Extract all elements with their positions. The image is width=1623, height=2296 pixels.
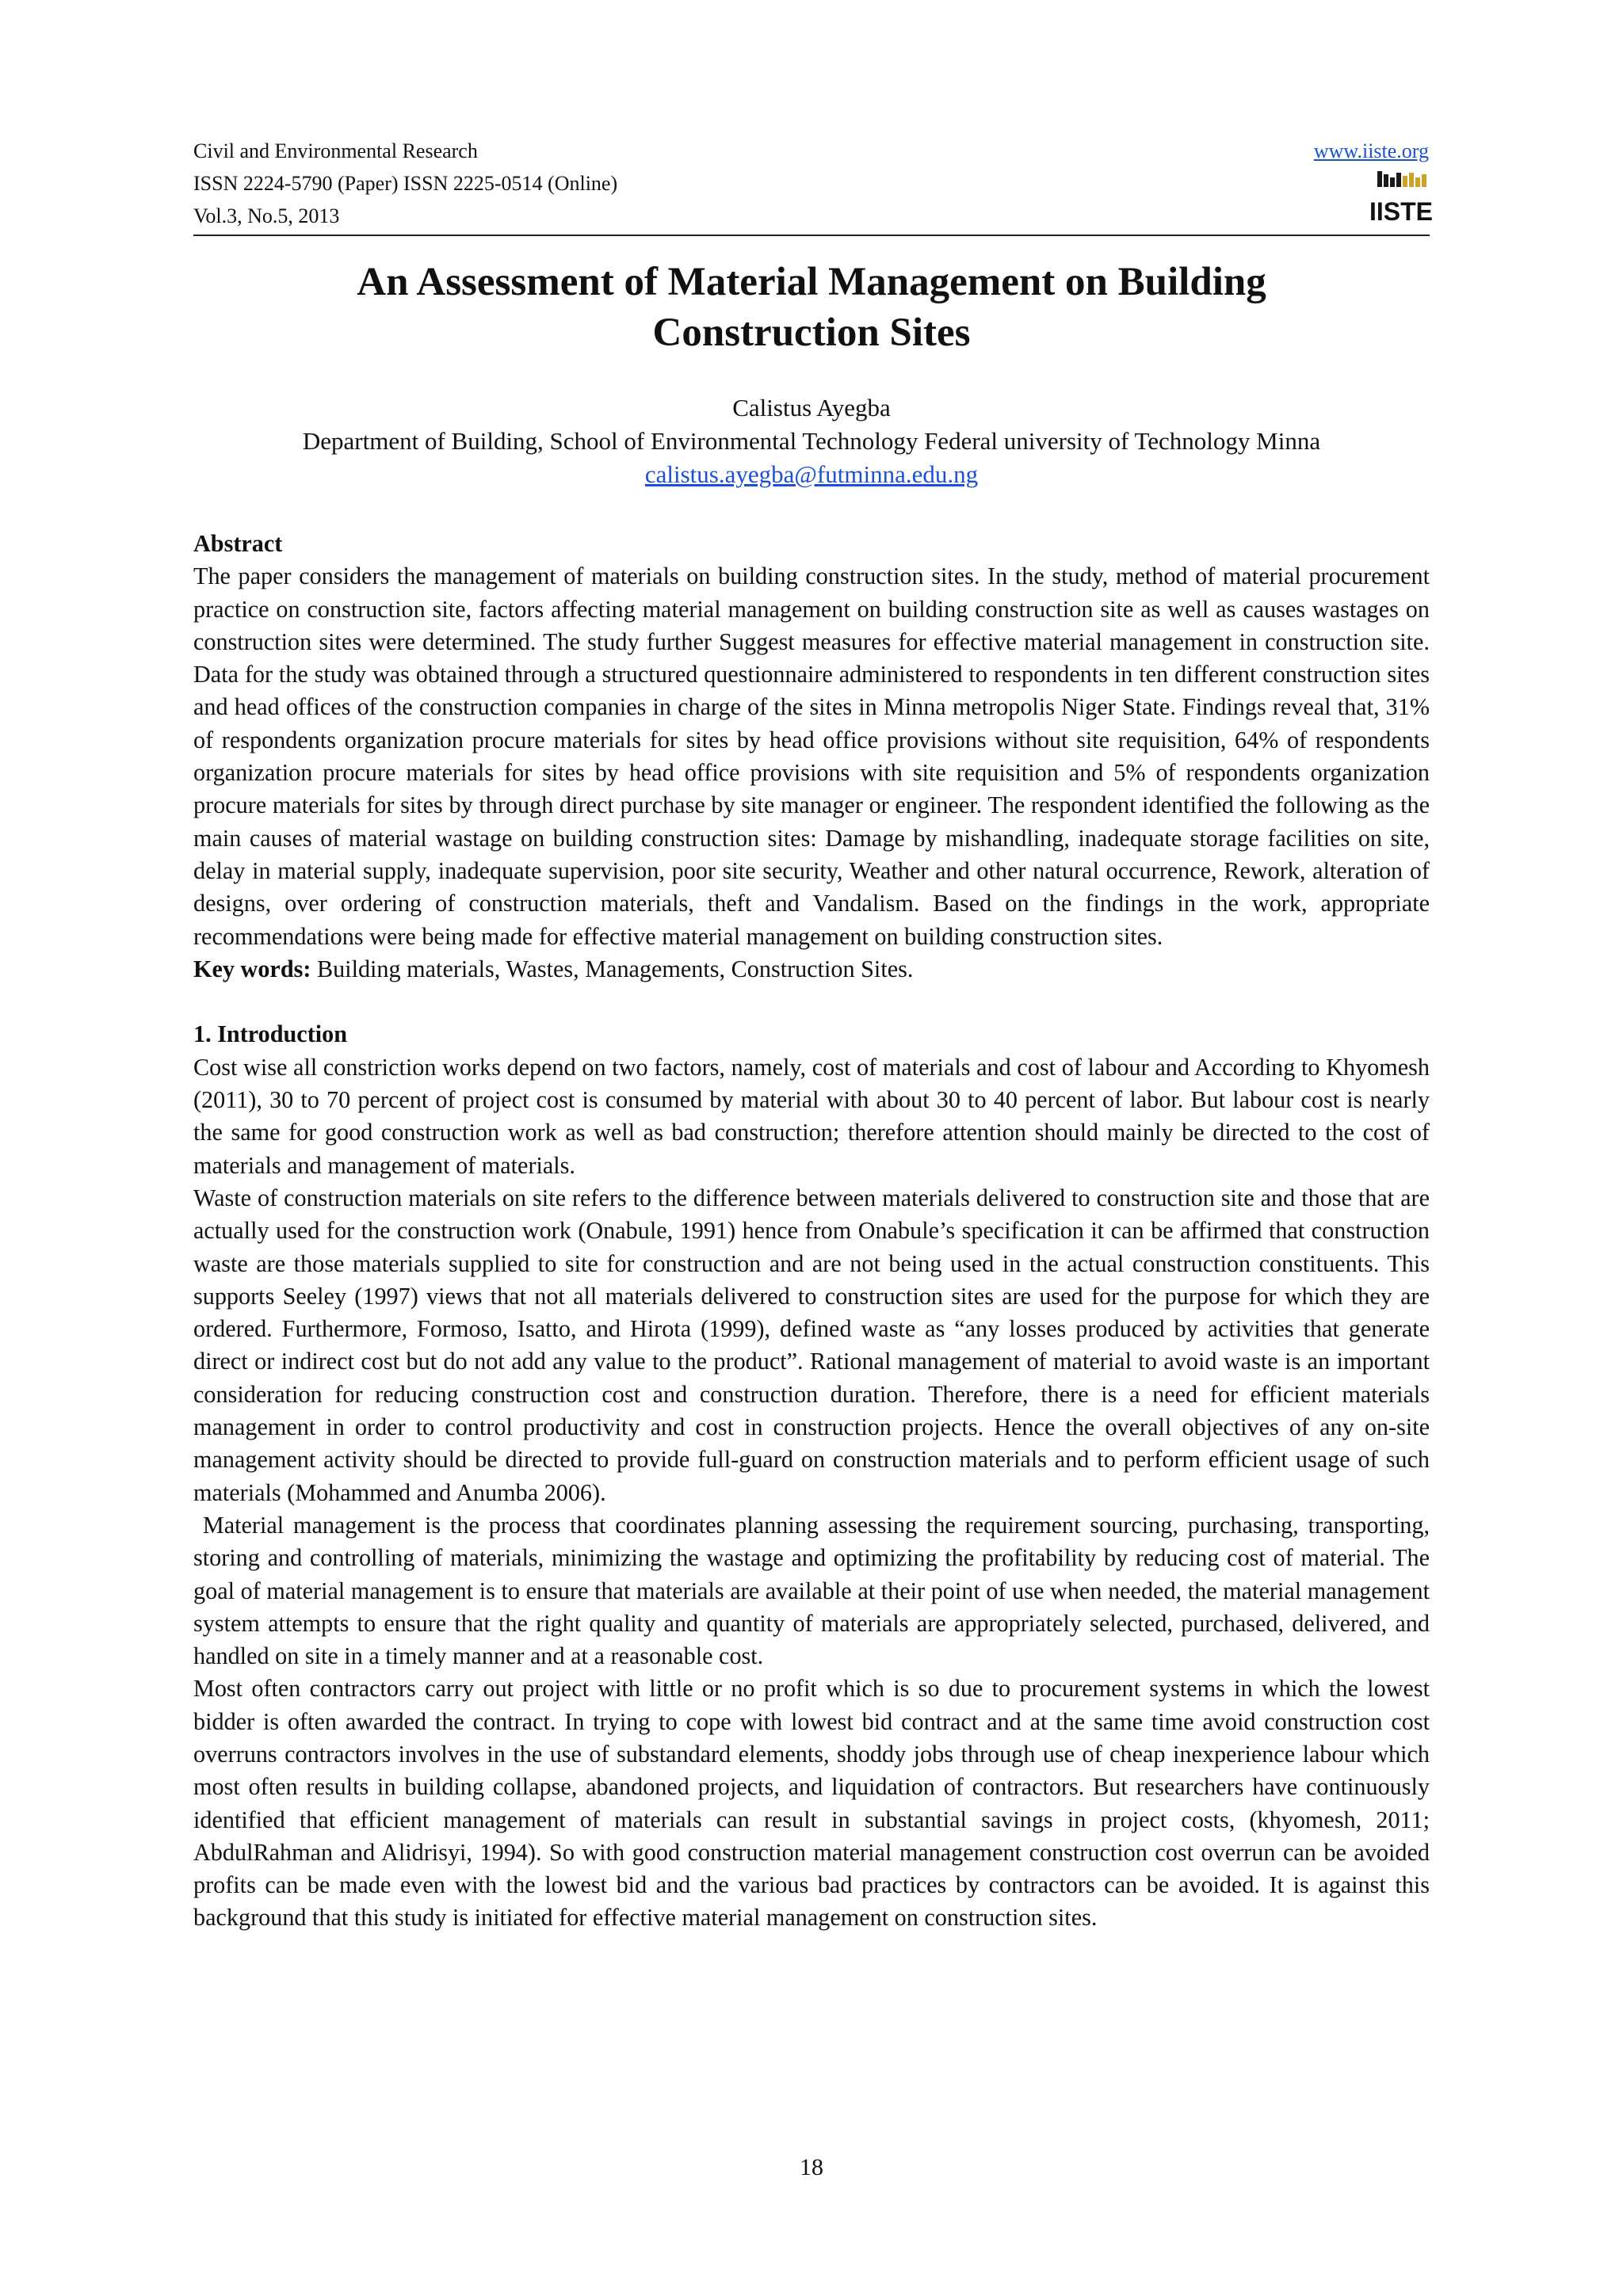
keywords-label: Key words: <box>193 955 311 982</box>
logo-text: IISTE <box>1369 197 1434 226</box>
journal-issn: ISSN 2224-5790 (Paper) ISSN 2225-0514 (Online) <box>193 172 618 195</box>
iiste-logo-icon <box>1369 170 1434 226</box>
keywords-line <box>193 953 1430 986</box>
intro-paragraph: Waste of construction materials on site refers to the difference between materials delivered to construction site and those that are actually used for the construction work (Onabule, 1991) hence from Onabule’s specification it can be affirmed that construction waste are those materials supplied to site for construction and are not being used in the actual construction constituents. This supports Seeley (1997) views that not all materials delivered to construction sites are used for the purpose for which they are ordered. Furthermore, Formoso, Isatto, and Hirota (1999), defined waste as “any losses produced by activities that generate direct or indirect cost but do not add any value to the product”. Rational management of material to avoid waste is an important consideration for reducing construction cost and construction duration. Therefore, there is a need for efficient materials management in order to control productivity and cost in construction projects. Hence the overall objectives of any on-site management activity should be directed to provide full-guard on construction materials and to perform efficient usage of such materials (Mohammed and Anumba 2006). <box>193 1184 1430 1506</box>
journal-header <box>193 135 617 232</box>
header-rule <box>193 235 1430 236</box>
intro-paragraph: Cost wise all constriction works depend on two factors, namely, cost of materials and cost of labour and According to Khyomesh (2011), 30 to 70 percent of project cost is consumed by material with about 30 to 40 percent of labor. But labour cost is nearly the same for good construction work as well as bad construction; therefore attention should mainly be directed to the cost of materials and management of materials. <box>193 1053 1430 1179</box>
intro-paragraph: Most often contractors carry out project with little or no profit which is so due to procurement systems in which the lowest bidder is often awarded the contract. In trying to cope with lowest bid contract and at the same time avoid construction cost overruns contractors involves in the use of substandard elements, shoddy jobs through use of cheap inexperience labour which most often results in building collapse, abandoned projects, and liquidation of contractors. But researchers have continuously identified that efficient management of materials can result in substantial savings in project costs, (khyomesh, 2011; AbdulRahman and Alidrisyi, 1994). So with good construction material management construction cost overrun can be avoided profits can be made even with the lowest bid and the various bad practices by contractors can be avoided. It is against this background that this study is initiated for effective material management on construction sites. <box>193 1675 1430 1932</box>
keywords-text: Building materials, Wastes, Managements, Construction Sites. <box>311 955 914 982</box>
author-affiliation: Department of Building, School of Environmental Technology Federal university of Technology Minna <box>302 427 1321 455</box>
abstract-heading: Abstract <box>193 530 283 557</box>
website-link[interactable]: www.iiste.org <box>1313 139 1429 162</box>
section-gap <box>193 986 1430 1018</box>
journal-volume: Vol.3, No.5, 2013 <box>193 204 340 227</box>
intro-paragraph: Material management is the process that coordinates planning assessing the requirement sourcing, purchasing, transporting, storing and controlling of materials, minimizing the wastage and optimizing the profitability by reducing cost of material. The goal of material management is to ensure that materials are available at their point of use when needed, the material management system attempts to ensure that the right quality and quantity of materials are appropriately selected, purchased, delivered, and handled on site in a timely manner and at a reasonable cost. <box>193 1511 1436 1670</box>
paper-body <box>193 528 1436 1935</box>
introduction-heading: 1. Introduction <box>193 1020 348 1048</box>
journal-name: Civil and Environmental Research <box>193 139 478 162</box>
title-line-2: Construction Sites <box>652 311 971 355</box>
author-name: Calistus Ayegba <box>732 394 891 421</box>
page-number: 18 <box>800 2154 823 2180</box>
author-email-link[interactable]: calistus.ayegba@futminna.edu.ng <box>644 460 979 488</box>
author-block <box>193 391 1430 491</box>
abstract-text: The paper considers the management of materials on building construction sites. In the study, method of material procurement practice on construction site, factors affecting material management on building construction site as well as causes wastages on construction sites were determined. The study further Suggest measures for effective material management in construction site. Data for the study was obtained through a structured questionnaire administered to respondents in ten different construction sites and head offices of the construction companies in charge of the sites in Minna metropolis Niger State. Findings reveal that, 31% of respondents organization procure materials for sites by head office provisions without site requisition, 64% of respondents organization procure materials for sites by head office provisions with site requisition and 5% of respondents organization procure materials for sites by through direct purchase by site manager or engineer. The respondent identified the following as the main causes of material wastage on building construction sites: Damage by mishandling, inadequate storage facilities on site, delay in material supply, inadequate supervision, poor site security, Weather and other natural occurrence, Rework, alteration of designs, over ordering of construction materials, theft and Vandalism. Based on the findings in the work, appropriate recommendations were being made for effective material management on building construction sites. <box>193 563 1430 950</box>
title-line-1: An Assessment of Material Management on Building <box>357 260 1266 304</box>
paper-title <box>193 257 1430 358</box>
